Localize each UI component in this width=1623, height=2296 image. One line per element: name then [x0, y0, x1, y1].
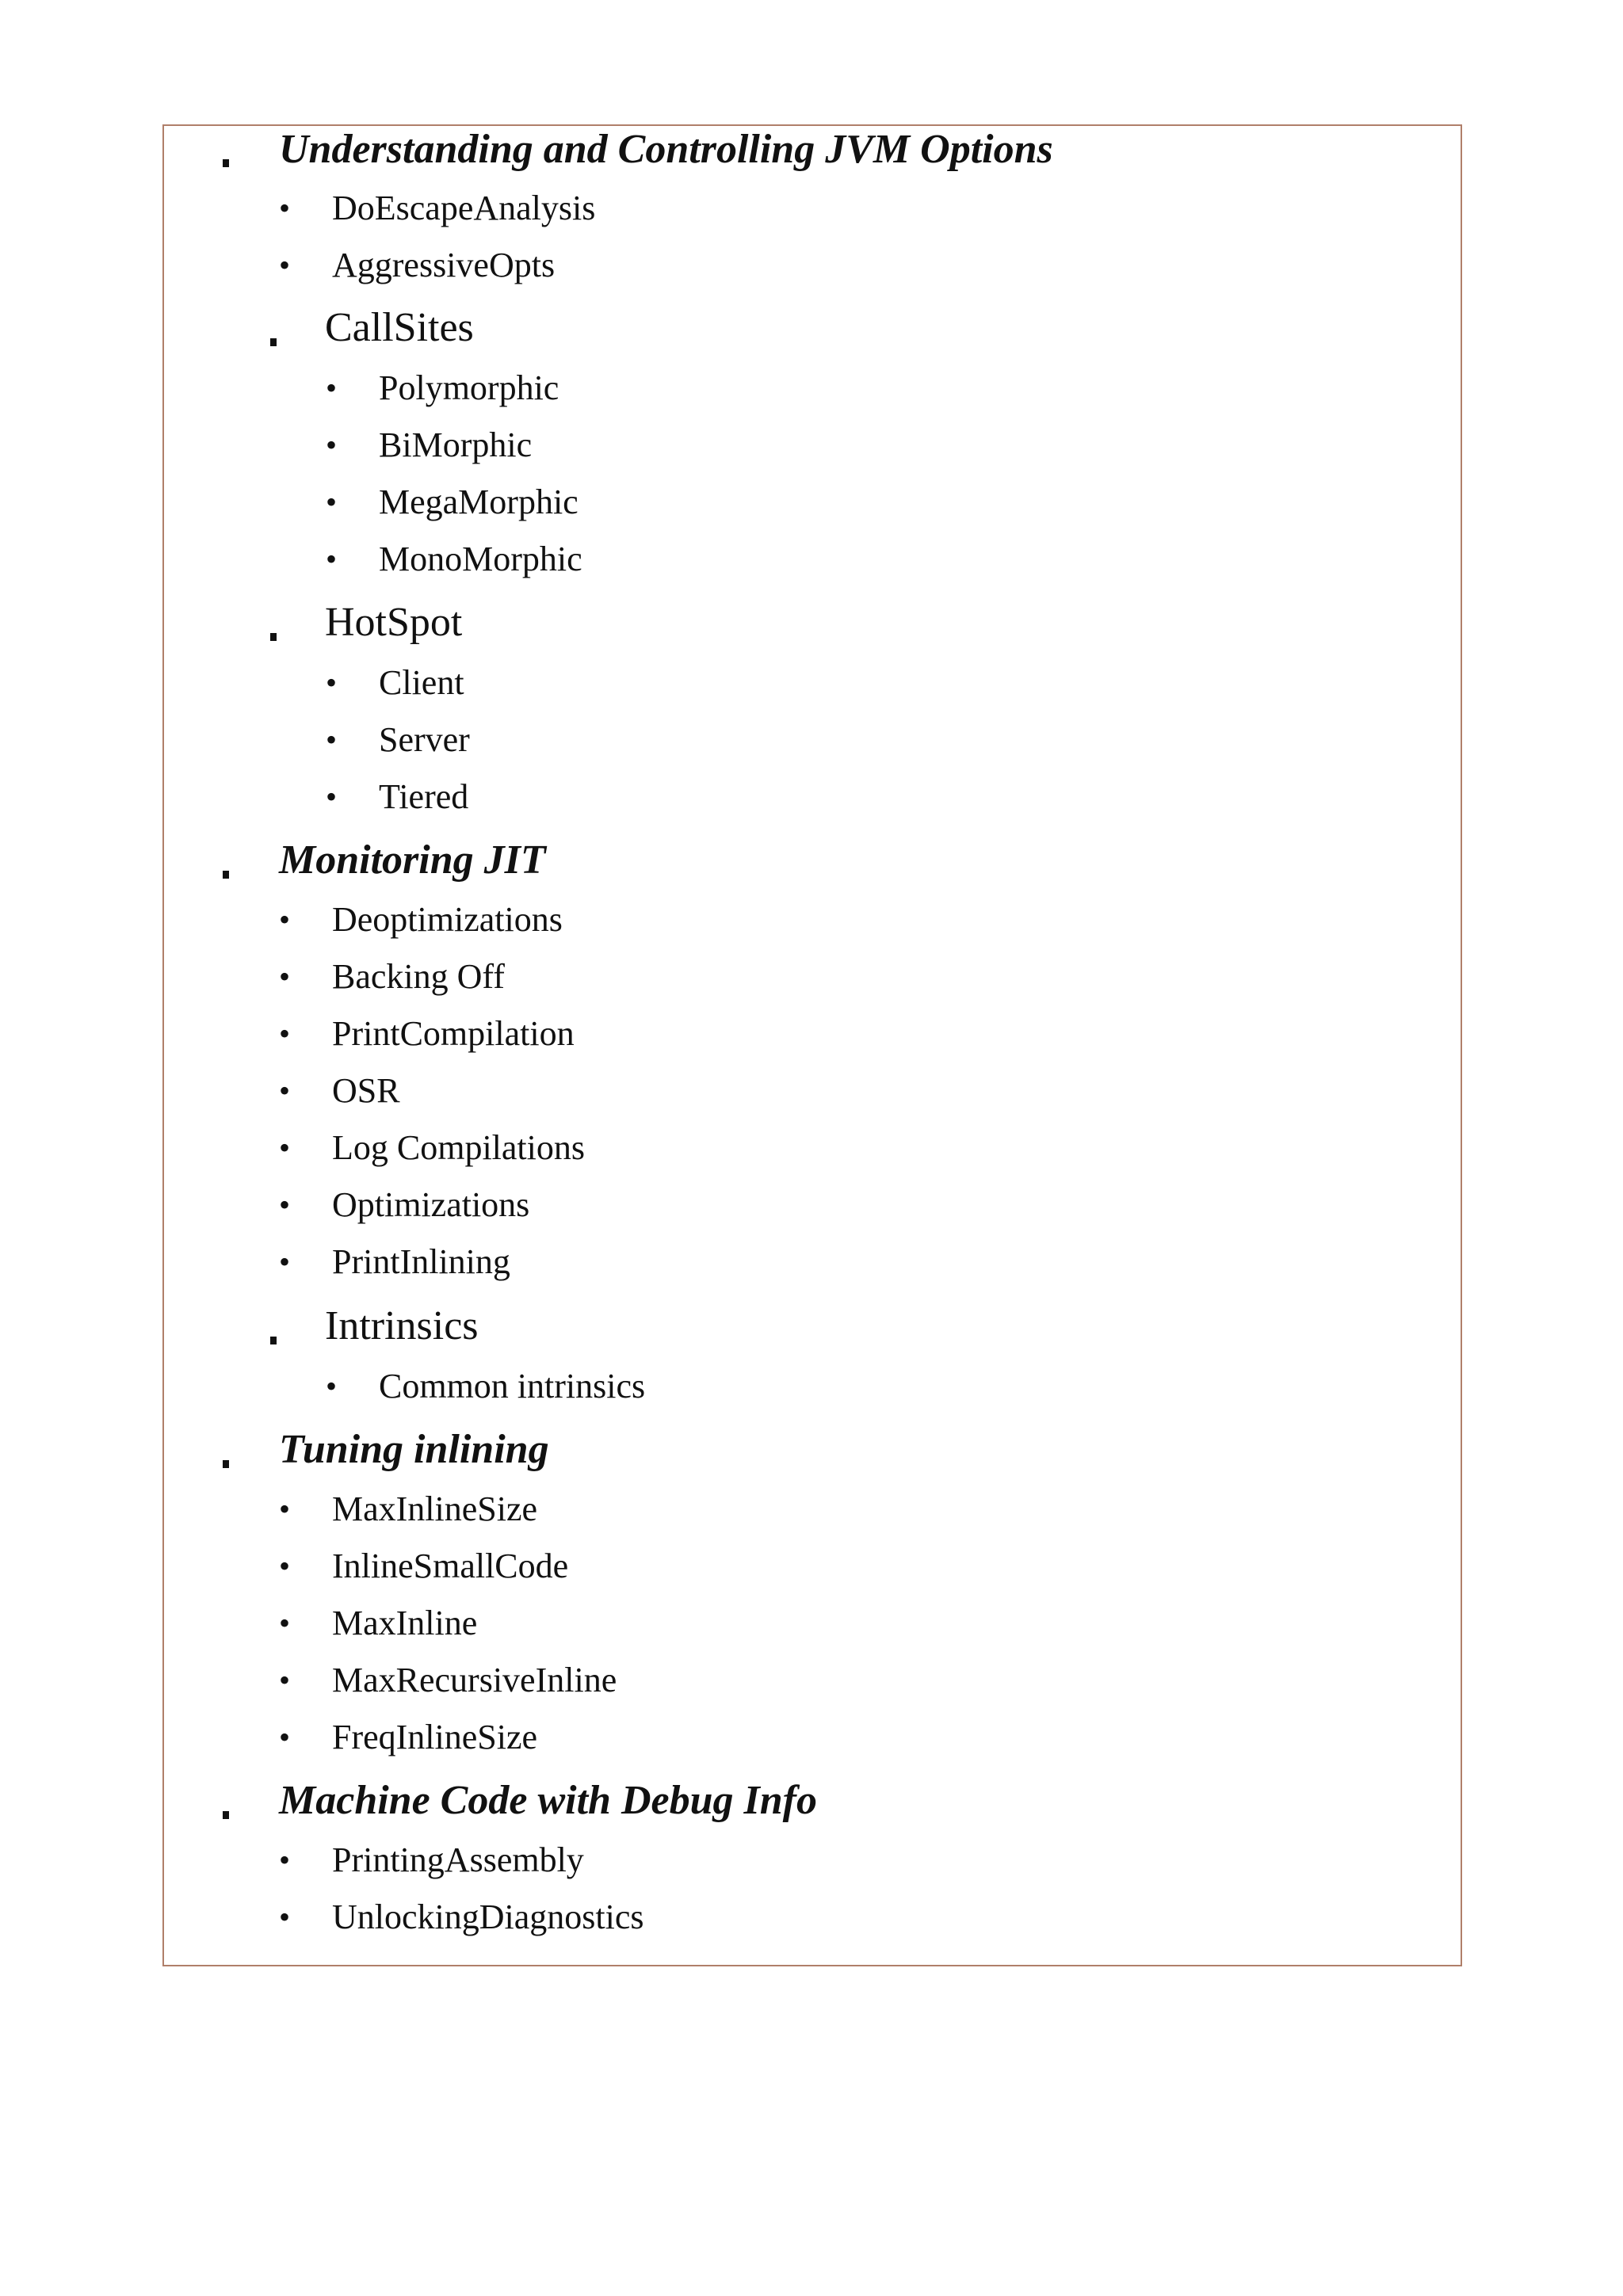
- list-item: Client: [379, 663, 464, 702]
- list-item: PrintCompilation: [332, 1014, 575, 1053]
- bullet-icon: •: [326, 370, 338, 406]
- section-title: Machine Code with Debug Info: [279, 1778, 817, 1823]
- subsection-title: CallSites: [325, 305, 474, 350]
- list-item: InlineSmallCode: [332, 1547, 569, 1585]
- subsection-title: HotSpot: [325, 600, 463, 645]
- list-item: Tiered: [379, 777, 469, 816]
- bullet-icon: •: [279, 1073, 291, 1108]
- bullet-icon: •: [279, 1842, 291, 1878]
- bullet-icon: •: [326, 484, 338, 520]
- bullet-icon: •: [279, 1662, 291, 1698]
- list-item: DoEscapeAnalysis: [332, 189, 596, 227]
- list-item: MonoMorphic: [379, 540, 582, 578]
- list-item: FreqInlineSize: [332, 1718, 538, 1756]
- list-item: MaxRecursiveInline: [332, 1661, 617, 1699]
- section-title: Tuning inlining: [279, 1427, 549, 1472]
- bullet-icon: •: [326, 779, 338, 814]
- section-title: Understanding and Controlling JVM Options: [279, 127, 1053, 172]
- list-item: Server: [379, 720, 470, 759]
- bullet-icon: •: [279, 1548, 291, 1584]
- bullet-icon: •: [279, 1244, 291, 1280]
- list-item: BiMorphic: [379, 425, 533, 464]
- bullet-icon: •: [326, 665, 338, 700]
- section-marker: [223, 1458, 229, 1472]
- bullet-icon: •: [279, 1899, 291, 1935]
- outline-frame: [162, 124, 1462, 1966]
- bullet-icon: •: [279, 1130, 291, 1165]
- list-item: PrintingAssembly: [332, 1840, 584, 1879]
- bullet-icon: •: [279, 1016, 291, 1051]
- bullet-icon: •: [279, 1719, 291, 1755]
- list-item: AggressiveOpts: [332, 246, 556, 284]
- section-title: Monitoring JIT: [279, 837, 546, 883]
- list-item: Common intrinsics: [379, 1367, 646, 1405]
- bullet-icon: •: [279, 1187, 291, 1222]
- subsection-marker: [270, 1334, 277, 1348]
- section-marker: [223, 1809, 229, 1823]
- list-item: MaxInlineSize: [332, 1489, 538, 1528]
- bullet-icon: •: [279, 1491, 291, 1527]
- bullet-icon: •: [279, 247, 291, 283]
- list-item: Backing Off: [332, 957, 505, 996]
- list-item: UnlockingDiagnostics: [332, 1897, 644, 1936]
- bullet-icon: •: [326, 427, 338, 463]
- section-marker: [223, 157, 229, 171]
- subsection-title: Intrinsics: [325, 1303, 479, 1348]
- bullet-icon: •: [326, 1368, 338, 1404]
- bullet-icon: •: [279, 959, 291, 994]
- list-item: Log Compilations: [332, 1128, 585, 1167]
- list-item: MegaMorphic: [379, 482, 579, 521]
- bullet-icon: •: [279, 902, 291, 937]
- bullet-icon: •: [279, 190, 291, 226]
- list-item: Optimizations: [332, 1185, 530, 1224]
- list-item: PrintInlining: [332, 1242, 510, 1281]
- list-item: Deoptimizations: [332, 900, 563, 939]
- subsection-marker: [270, 631, 277, 645]
- list-item: Polymorphic: [379, 368, 559, 407]
- outline-content: [164, 126, 1461, 1965]
- list-item: MaxInline: [332, 1604, 478, 1642]
- list-item: OSR: [332, 1071, 400, 1110]
- bullet-icon: •: [326, 722, 338, 757]
- section-marker: [223, 868, 229, 883]
- bullet-icon: •: [326, 541, 338, 577]
- bullet-icon: •: [279, 1605, 291, 1641]
- subsection-marker: [270, 336, 277, 350]
